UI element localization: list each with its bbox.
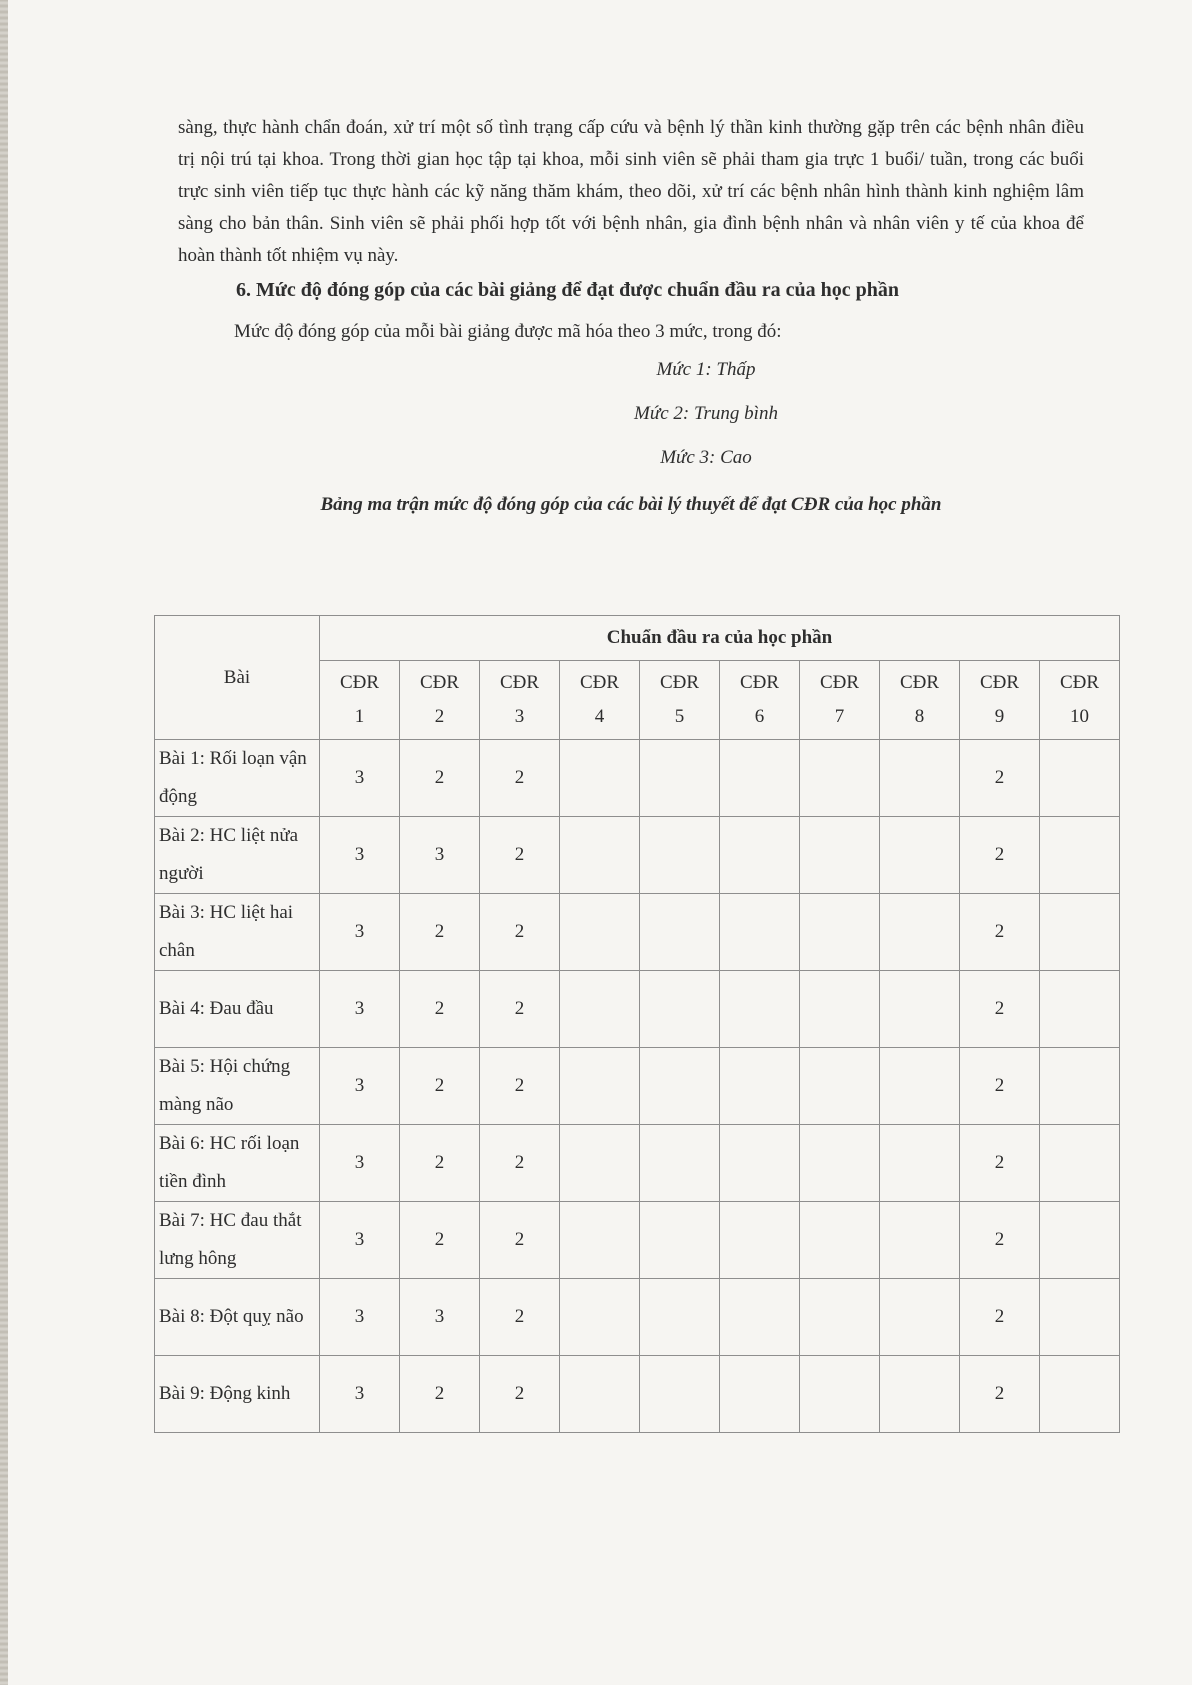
contribution-value-cell xyxy=(800,817,880,894)
cdr-column-header xyxy=(400,661,480,740)
level-3: Mức 3: Cao xyxy=(660,447,752,468)
scan-edge xyxy=(0,0,8,1685)
contribution-value-cell xyxy=(720,1125,800,1202)
contribution-value-cell xyxy=(800,971,880,1048)
contribution-value-cell xyxy=(640,1356,720,1433)
contribution-value-cell: 3 xyxy=(320,1356,400,1433)
table-row xyxy=(155,1048,1120,1125)
matrix-body xyxy=(155,740,1120,1433)
level-1: Mức 1: Thấp xyxy=(656,359,756,380)
table-row xyxy=(155,894,1120,971)
cdr-column-header xyxy=(480,661,560,740)
contribution-value-cell xyxy=(800,1048,880,1125)
contribution-matrix-table xyxy=(154,615,1120,1433)
cdr-column-label: CĐR xyxy=(659,672,700,693)
group-header-cell: Chuẩn đầu ra của học phần xyxy=(320,616,1120,661)
contribution-value-cell xyxy=(880,1125,960,1202)
contribution-value-cell xyxy=(720,894,800,971)
contribution-value-cell xyxy=(800,1279,880,1356)
cdr-column-label: CĐR xyxy=(339,672,380,693)
contribution-value-cell: 3 xyxy=(320,1202,400,1279)
table-title: Bảng ma trận mức độ đóng góp của các bài lý thuyết để đạt CĐR của học phần xyxy=(320,494,942,515)
contribution-value-cell: 2 xyxy=(400,1125,480,1202)
contribution-value-cell xyxy=(880,1202,960,1279)
cdr-column-number: 1 xyxy=(354,706,365,727)
cdr-column-header xyxy=(880,661,960,740)
contribution-value-cell xyxy=(720,1356,800,1433)
contribution-value-cell xyxy=(640,1202,720,1279)
table-row xyxy=(155,1356,1120,1433)
contribution-value-cell xyxy=(560,817,640,894)
contribution-value-cell xyxy=(880,1356,960,1433)
contribution-value-cell xyxy=(720,1048,800,1125)
contribution-value-cell: 2 xyxy=(960,971,1040,1048)
contribution-value-cell xyxy=(800,1202,880,1279)
table-row xyxy=(155,1202,1120,1279)
lesson-name-cell: Bài 6: HC rối loạn tiền đình xyxy=(155,1125,320,1202)
cdr-column-number: 2 xyxy=(434,706,445,727)
lesson-name-cell: Bài 8: Đột quỵ não xyxy=(155,1279,320,1356)
cdr-column-header xyxy=(800,661,880,740)
contribution-value-cell: 3 xyxy=(320,1125,400,1202)
contribution-value-cell xyxy=(880,894,960,971)
contribution-value-cell xyxy=(1040,1279,1120,1356)
contribution-value-cell xyxy=(1040,1356,1120,1433)
contribution-value-cell xyxy=(800,740,880,817)
contribution-value-cell: 2 xyxy=(960,1125,1040,1202)
contribution-value-cell xyxy=(880,740,960,817)
contribution-value-cell xyxy=(720,971,800,1048)
contribution-value-cell xyxy=(880,1048,960,1125)
contribution-value-cell: 2 xyxy=(400,1202,480,1279)
contribution-value-cell xyxy=(880,1279,960,1356)
contribution-value-cell xyxy=(800,1125,880,1202)
contribution-value-cell xyxy=(800,894,880,971)
cdr-column-header xyxy=(640,661,720,740)
cdr-column-header xyxy=(320,661,400,740)
table-row xyxy=(155,1279,1120,1356)
contribution-value-cell: 2 xyxy=(960,1279,1040,1356)
levels-list xyxy=(178,348,1084,480)
contribution-value-cell: 2 xyxy=(960,1048,1040,1125)
contribution-value-cell xyxy=(560,1356,640,1433)
contribution-value-cell xyxy=(640,740,720,817)
contribution-value-cell xyxy=(1040,894,1120,971)
cdr-column-number: 9 xyxy=(994,706,1005,727)
cdr-column-label: CĐR xyxy=(739,672,780,693)
contribution-value-cell xyxy=(560,1202,640,1279)
contribution-value-cell: 2 xyxy=(480,1125,560,1202)
contribution-value-cell: 2 xyxy=(480,1356,560,1433)
contribution-value-cell xyxy=(640,971,720,1048)
contribution-value-cell xyxy=(800,1356,880,1433)
contribution-value-cell xyxy=(720,817,800,894)
lesson-name-cell: Bài 4: Đau đầu xyxy=(155,971,320,1048)
contribution-value-cell: 3 xyxy=(320,740,400,817)
contribution-value-cell: 2 xyxy=(400,740,480,817)
cdr-column-number: 7 xyxy=(834,706,845,727)
contribution-value-cell xyxy=(1040,1202,1120,1279)
cdr-column-number: 10 xyxy=(1070,706,1089,727)
cdr-column-label: CĐR xyxy=(499,672,540,693)
contribution-value-cell: 2 xyxy=(960,1202,1040,1279)
contribution-value-cell xyxy=(560,1279,640,1356)
levels-intro: Mức độ đóng góp của mỗi bài giảng được mã hóa theo 3 mức, trong đó: xyxy=(234,321,782,342)
contribution-value-cell xyxy=(560,1125,640,1202)
contribution-value-cell: 3 xyxy=(320,1048,400,1125)
contribution-value-cell: 2 xyxy=(960,817,1040,894)
contribution-value-cell xyxy=(640,894,720,971)
cdr-column-number: 4 xyxy=(594,706,605,727)
contribution-value-cell: 2 xyxy=(400,1356,480,1433)
cdr-column-label: CĐR xyxy=(819,672,860,693)
contribution-value-cell xyxy=(640,1279,720,1356)
contribution-value-cell: 3 xyxy=(400,817,480,894)
table-row xyxy=(155,1125,1120,1202)
cdr-column-label: CĐR xyxy=(579,672,620,693)
cdr-column-number: 3 xyxy=(514,706,525,727)
body-paragraph: sàng, thực hành chẩn đoán, xử trí một số tình trạng cấp cứu và bệnh lý thần kinh thường gặp trên các bệnh nhân điều trị nội trú tại khoa. Trong thời gian học tập tại khoa, mỗi sinh viên sẽ phải tham gia trực 1 buổi/ tuần, trong các buổi trực sinh viên tiếp tục thực hành các kỹ năng thăm khám, theo dõi, xử trí các bệnh nhân hình thành kinh nghiệm lâm sàng cho bản thân. Sinh viên sẽ phải phối hợp tốt với bệnh nhân, gia đình bệnh nhân và nhân viên y tế của khoa để hoàn thành tốt nhiệm vụ này. xyxy=(178,117,1084,266)
contribution-value-cell: 2 xyxy=(400,894,480,971)
cdr-column-header xyxy=(560,661,640,740)
lesson-name-cell: Bài 2: HC liệt nửa người xyxy=(155,817,320,894)
contribution-value-cell xyxy=(560,971,640,1048)
contribution-value-cell: 2 xyxy=(400,971,480,1048)
table-header-row xyxy=(155,616,1120,661)
contribution-value-cell: 2 xyxy=(480,1048,560,1125)
contribution-value-cell xyxy=(640,817,720,894)
contribution-value-cell: 2 xyxy=(960,740,1040,817)
cdr-column-number: 8 xyxy=(914,706,925,727)
lesson-name-cell: Bài 3: HC liệt hai chân xyxy=(155,894,320,971)
contribution-value-cell xyxy=(1040,1048,1120,1125)
table-row xyxy=(155,971,1120,1048)
document-page xyxy=(178,112,1084,520)
contribution-value-cell xyxy=(720,1279,800,1356)
contribution-value-cell xyxy=(880,971,960,1048)
cdr-column-number: 6 xyxy=(754,706,765,727)
cdr-column-header xyxy=(960,661,1040,740)
lesson-name-cell: Bài 7: HC đau thắt lưng hông xyxy=(155,1202,320,1279)
contribution-value-cell: 2 xyxy=(480,894,560,971)
table-row xyxy=(155,740,1120,817)
table-row xyxy=(155,817,1120,894)
contribution-value-cell xyxy=(1040,740,1120,817)
contribution-value-cell xyxy=(640,1125,720,1202)
contribution-value-cell xyxy=(560,894,640,971)
cdr-column-label: CĐR xyxy=(1059,672,1100,693)
level-2: Mức 2: Trung bình xyxy=(634,403,778,424)
contribution-value-cell: 3 xyxy=(320,894,400,971)
contribution-value-cell: 2 xyxy=(480,971,560,1048)
contribution-value-cell: 3 xyxy=(320,1279,400,1356)
lesson-name-cell: Bài 5: Hội chứng màng não xyxy=(155,1048,320,1125)
cdr-column-header xyxy=(720,661,800,740)
lesson-name-cell: Bài 9: Động kinh xyxy=(155,1356,320,1433)
contribution-value-cell: 2 xyxy=(480,740,560,817)
contribution-value-cell xyxy=(1040,1125,1120,1202)
contribution-value-cell: 2 xyxy=(400,1048,480,1125)
cdr-column-header xyxy=(1040,661,1120,740)
contribution-value-cell xyxy=(1040,817,1120,894)
lesson-name-cell: Bài 1: Rối loạn vận động xyxy=(155,740,320,817)
contribution-value-cell xyxy=(720,740,800,817)
contribution-value-cell xyxy=(560,1048,640,1125)
section-heading: 6. Mức độ đóng góp của các bài giảng để đạt được chuẩn đầu ra của học phần xyxy=(236,279,899,301)
contribution-value-cell xyxy=(1040,971,1120,1048)
contribution-value-cell: 3 xyxy=(320,971,400,1048)
contribution-value-cell: 2 xyxy=(960,1356,1040,1433)
contribution-value-cell: 2 xyxy=(480,1279,560,1356)
cdr-column-label: CĐR xyxy=(979,672,1020,693)
row-header-cell: Bài xyxy=(155,616,320,740)
contribution-value-cell xyxy=(880,817,960,894)
cdr-column-label: CĐR xyxy=(419,672,460,693)
contribution-value-cell xyxy=(720,1202,800,1279)
contribution-value-cell xyxy=(640,1048,720,1125)
contribution-value-cell xyxy=(560,740,640,817)
contribution-value-cell: 2 xyxy=(480,1202,560,1279)
contribution-value-cell: 2 xyxy=(960,894,1040,971)
contribution-value-cell: 3 xyxy=(320,817,400,894)
cdr-column-number: 5 xyxy=(674,706,685,727)
contribution-value-cell: 3 xyxy=(400,1279,480,1356)
cdr-column-label: CĐR xyxy=(899,672,940,693)
contribution-value-cell: 2 xyxy=(480,817,560,894)
